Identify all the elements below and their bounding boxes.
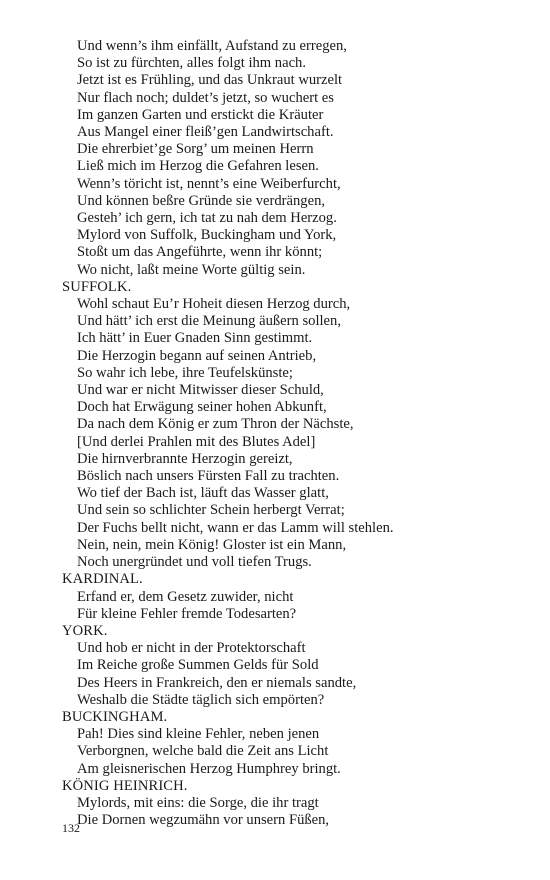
verse-line: Und können beßre Gründe sie verdrängen, [77,192,326,209]
verse-line: Und wenn’s ihm einfällt, Aufstand zu erregen, [77,38,347,54]
verse-line: Die hirnverbrannte Herzogin gereizt, [77,450,293,467]
speaker-name: BUCKINGHAM. [62,708,168,725]
verse-line: Noch unergründet und voll tiefen Trugs. [77,554,312,571]
verse-line: Und hätt’ ich erst die Meinung äußern sollen, [77,313,341,330]
verse-line: Jetzt ist es Frühling, und das Unkraut wurzelt [77,72,343,89]
verse-line: Die Dornen wegzumähn vor unsern Füßen, [77,812,330,829]
verse-line: Erfand er, dem Gesetz zuwider, nicht [77,588,294,605]
verse-line: Wenn’s töricht ist, nennt’s eine Weiberfurcht, [77,175,341,192]
verse-line: Für kleine Fehler fremde Todesarten? [77,605,297,622]
verse-line: Da nach dem König er zum Thron der Nächste, [77,416,354,433]
verse-line: Stoßt um das Angeführte, wenn ihr könnt; [77,244,323,261]
verse-line: Des Heers in Frankreich, den er niemals sandte, [77,674,357,691]
verse-line: Ließ mich im Herzog die Gefahren lesen. [77,158,319,175]
verse-line: Nein, nein, mein König! Gloster ist ein Mann, [77,536,347,553]
verse-line: Und sein so schlichter Schein herbergt Verrat; [77,502,345,519]
verse-line: Nur flach noch; duldet’s jetzt, so wuchert es [77,89,334,106]
verse-line: Mylord von Suffolk, Buckingham und York, [77,227,337,244]
verse-line: Wo nicht, laßt meine Worte gültig sein. [77,261,306,278]
verse-line: Weshalb die Städte täglich sich empörten? [77,691,325,708]
verse-line: Aus Mangel einer fleiß’gen Landwirtschaft. [77,124,334,141]
verse-line: Wo tief der Bach ist, läuft das Wasser glatt, [77,485,329,502]
verse-line: Doch hat Erwägung seiner hohen Abkunft, [77,399,327,416]
verse-line: Und war er nicht Mitwisser dieser Schuld, [77,382,324,399]
verse-line: Verborgnen, welche bald die Zeit ans Licht [77,743,329,760]
verse-line: Die ehrerbiet’ge Sorg’ um meinen Herrn [77,141,314,158]
verse-line: Böslich nach unsers Fürsten Fall zu trachten. [77,468,340,485]
page-number: 132 [62,821,80,835]
verse-line: Am gleisnerischen Herzog Humphrey bringt. [77,760,341,777]
speaker-name: YORK. [62,622,108,639]
verse-line: Im ganzen Garten und erstickt die Kräuter [77,106,324,123]
verse-line: Gesteh’ ich gern, ich tat zu nah dem Herzog. [77,210,337,227]
verse-line: Und hob er nicht in der Protektorschaft [77,640,306,657]
verse-line: Die Herzogin begann auf seinen Antrieb, [77,347,317,364]
verse-line: Pah! Dies sind kleine Fehler, neben jenen [77,726,320,743]
verse-line: Wohl schaut Eu’r Hoheit diesen Herzog durch, [77,296,351,313]
verse-line: Im Reiche große Summen Gelds für Sold [77,657,319,674]
play-text [62,38,532,829]
verse-line: Ich hätt’ in Euer Gnaden Sinn gestimmt. [77,330,313,347]
verse-line: Mylords, mit eins: die Sorge, die ihr tragt [77,794,319,811]
verse-line: [Und derlei Prahlen mit des Blutes Adel] [77,433,316,450]
speaker-name: KARDINAL. [62,571,143,588]
verse-line: So ist zu fürchten, alles folgt ihm nach. [77,55,306,72]
speaker-name: KÖNIG HEINRICH. [62,777,188,794]
speaker-name: SUFFOLK. [62,278,132,295]
verse-line: Der Fuchs bellt nicht, wann er das Lamm will stehlen. [77,519,394,536]
verse-line: So wahr ich lebe, ihre Teufelskünste; [77,364,293,381]
